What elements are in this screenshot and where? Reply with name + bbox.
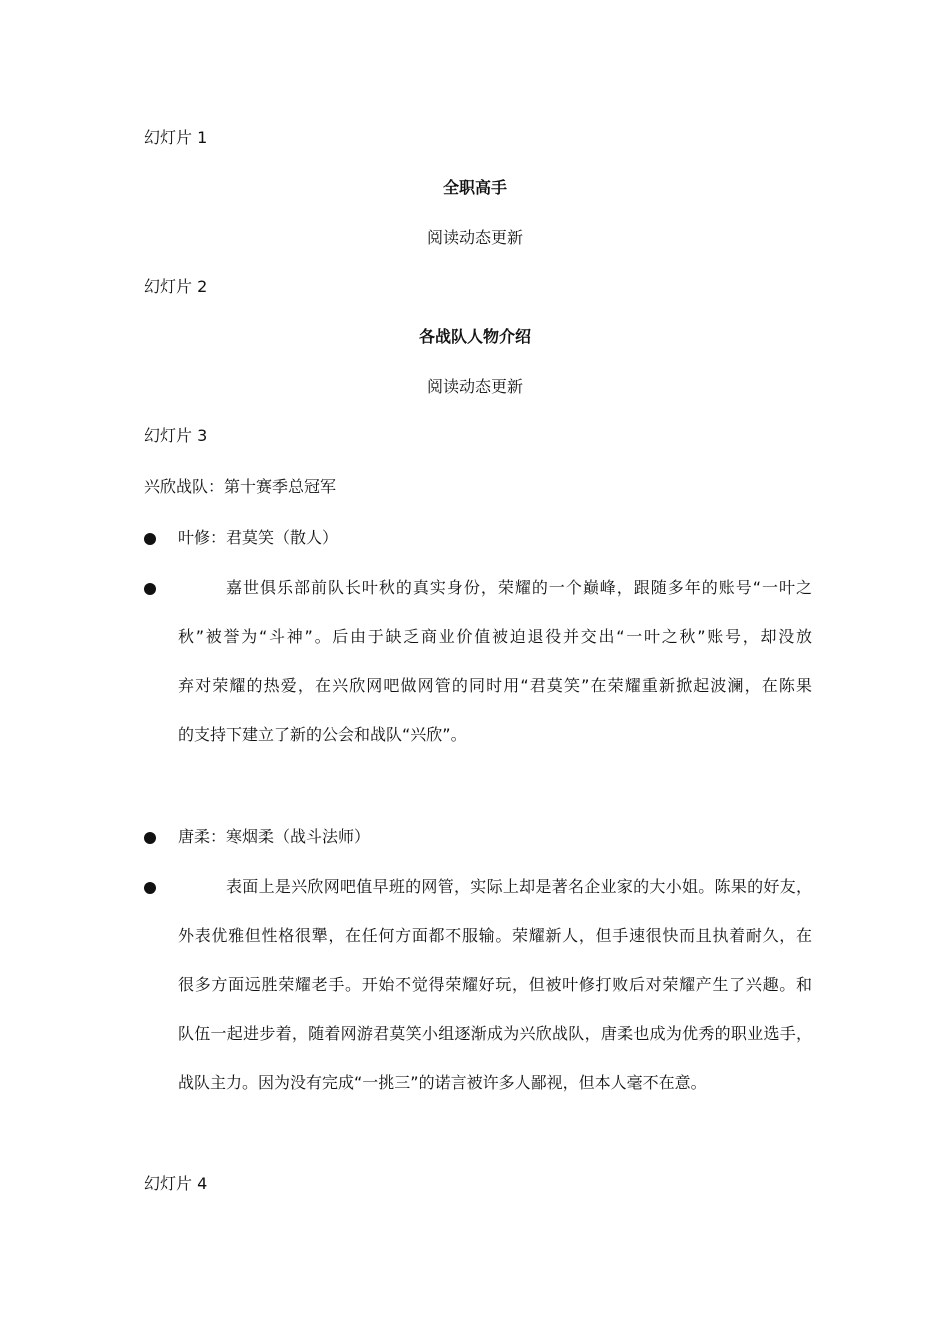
slide-1-subtitle: 阅读动态更新 (426, 228, 523, 247)
description-line: 的支持下建立了新的公会和战队“兴欣”。 (178, 725, 467, 744)
description-line: 嘉世俱乐部前队长叶秋的真实身份，荣耀的一个巅峰，跟随多年的账号“一叶之 (226, 578, 812, 597)
bullet-icon (144, 832, 156, 844)
team-heading: 兴欣战队：第十赛季总冠军 (144, 477, 337, 496)
bullet-icon (144, 882, 156, 894)
slide-3-label: 幻灯片 3 (144, 426, 208, 445)
description-line: 表面上是兴欣网吧值早班的网管，实际上却是著名企业家的大小姐。陈果的好友， (226, 877, 812, 896)
slide-2-label: 幻灯片 2 (144, 277, 208, 296)
slide-2-title: 各战队人物介绍 (418, 327, 531, 346)
character-2-name: 唐柔：寒烟柔（战斗法师） (178, 827, 371, 846)
character-2-description (178, 877, 812, 1122)
description-line: 外表优雅但性格很犟，在任何方面都不服输。荣耀新人，但手速很快而且执着耐久，在 (178, 926, 812, 945)
character-1-description (178, 578, 812, 774)
slide-4-label: 幻灯片 4 (144, 1174, 208, 1193)
bullet-icon (144, 533, 156, 545)
description-line: 战队主力。因为没有完成“一挑三”的诺言被许多人鄙视，但本人毫不在意。 (178, 1073, 707, 1092)
description-line: 秋”被誉为“斗神”。后由于缺乏商业价值被迫退役并交出“一叶之秋”账号，却没放 (178, 627, 812, 646)
description-line: 弃对荣耀的热爱，在兴欣网吧做网管的同时用“君莫笑”在荣耀重新掀起波澜，在陈果 (178, 676, 812, 695)
slide-1-label: 幻灯片 1 (144, 128, 208, 147)
description-line: 很多方面远胜荣耀老手。开始不觉得荣耀好玩，但被叶修打败后对荣耀产生了兴趣。和 (178, 975, 812, 994)
description-line: 队伍一起进步着，随着网游君莫笑小组逐渐成为兴欣战队，唐柔也成为优秀的职业选手， (178, 1024, 812, 1043)
character-1-name: 叶修：君莫笑（散人） (178, 528, 339, 547)
slide-1-title: 全职高手 (442, 178, 507, 197)
slide-2-subtitle: 阅读动态更新 (426, 377, 523, 396)
bullet-icon (144, 583, 156, 595)
